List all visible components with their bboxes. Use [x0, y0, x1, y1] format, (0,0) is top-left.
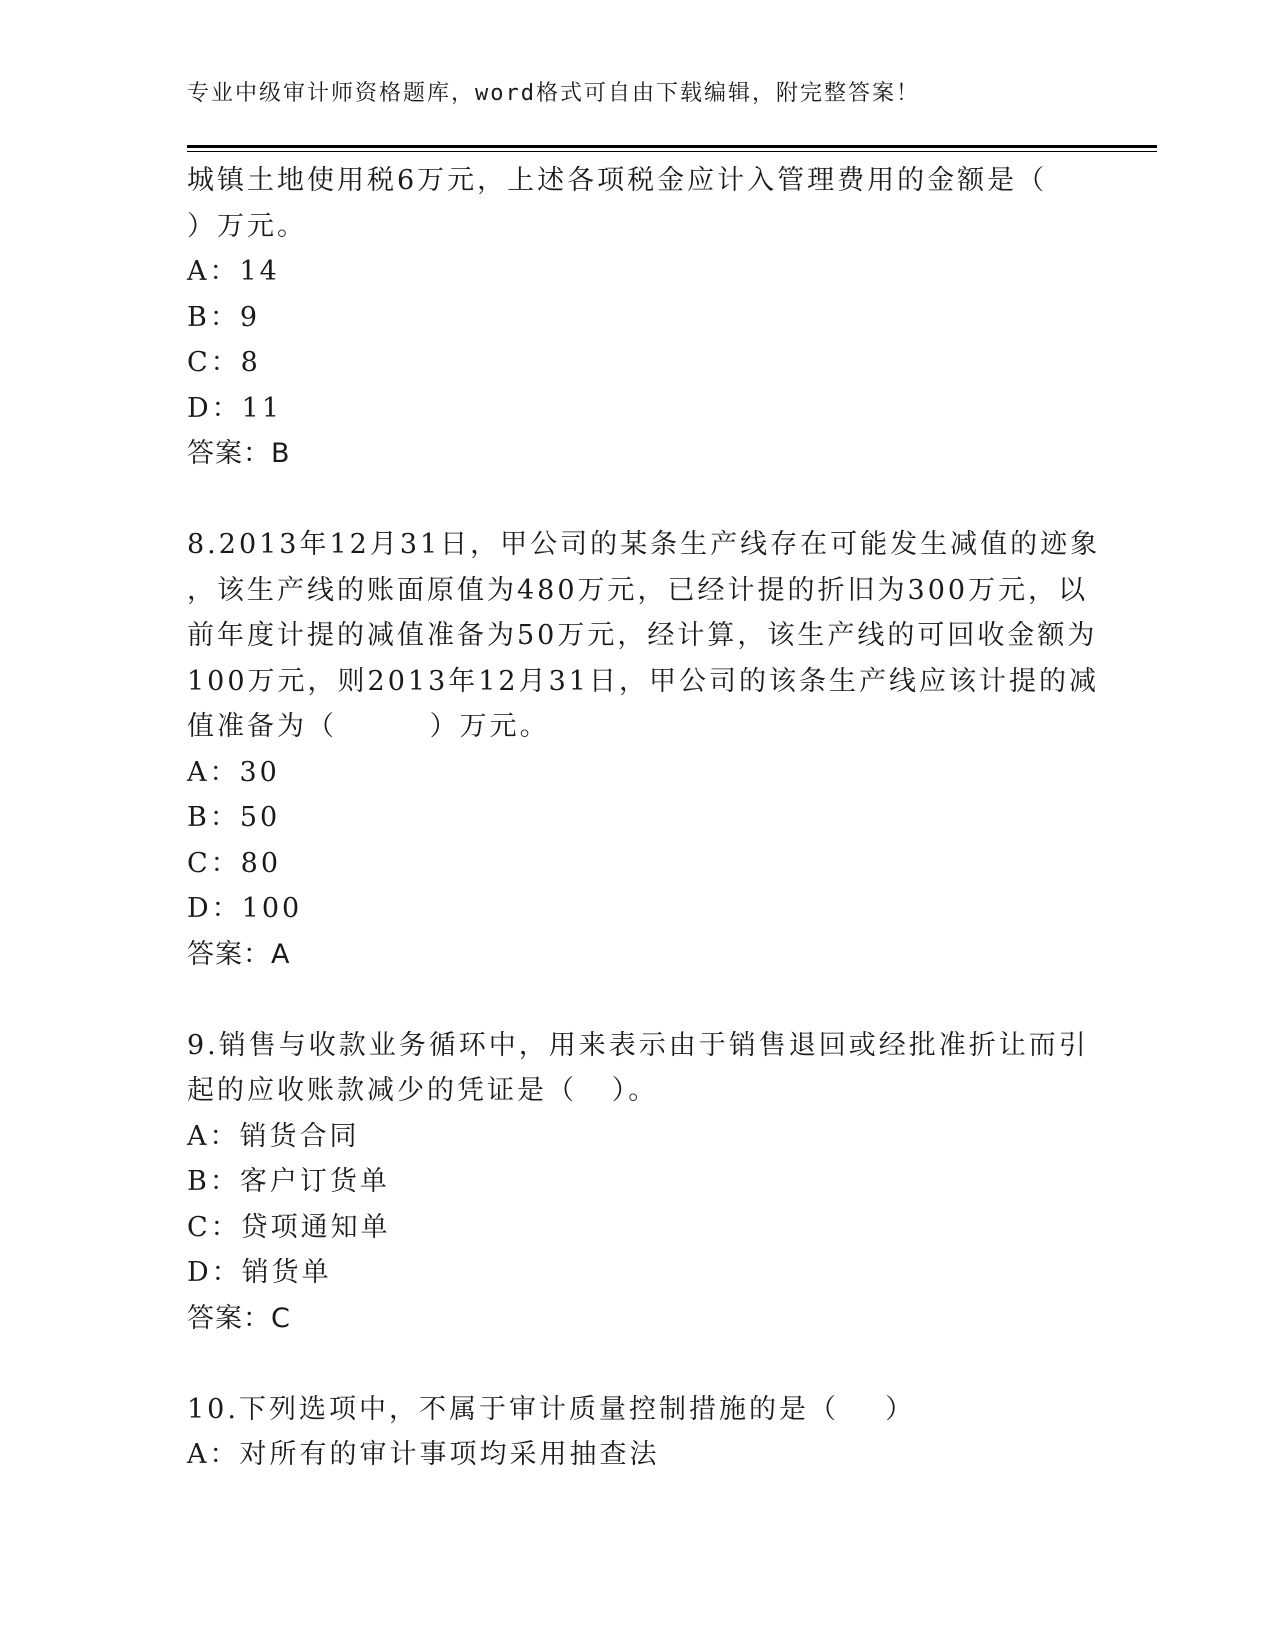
question-block — [187, 1023, 1087, 1342]
question-block — [187, 1387, 1087, 1478]
header-rule-thick — [187, 145, 1157, 148]
option-b: B：50 — [187, 802, 281, 833]
question-text-line: 前年度计提的减值准备为50万元，经计算，该生产线的可回收金额为 — [187, 620, 1098, 651]
question-text-line: 8.2013年12月31日，甲公司的某条生产线存在可能发生减值的迹象 — [187, 529, 1101, 560]
option-d: D：销货单 — [187, 1257, 332, 1288]
spacer — [187, 1341, 1087, 1387]
question-text-line: 10.下列选项中，不属于审计质量控制措施的是（ ） — [187, 1393, 916, 1425]
header-rule-thin — [187, 151, 1157, 152]
answer-line: 答案：A — [187, 938, 291, 970]
question-text-line: 100万元，则2013年12月31日，甲公司的该条生产线应该计提的减 — [187, 665, 1099, 697]
option-c: C：贷项通知单 — [187, 1211, 391, 1243]
option-a: A：对所有的审计事项均采用抽查法 — [187, 1439, 660, 1470]
option-d: D：100 — [187, 893, 303, 924]
question-text-line: ，该生产线的账面原值为480万元，已经计提的折旧为300万元，以 — [187, 574, 1089, 606]
option-b: B：9 — [187, 301, 261, 333]
question-text-line: 值准备为（ ）万元。 — [187, 711, 550, 742]
spacer — [187, 977, 1087, 1023]
option-d: D：11 — [187, 392, 283, 424]
option-a: A：14 — [187, 256, 280, 287]
question-text-line: 9.销售与收款业务循环中，用来表示由于销售退回或经批准折让而引 — [187, 1029, 1089, 1061]
option-a: A：30 — [187, 756, 280, 788]
option-a: A：销货合同 — [187, 1120, 360, 1152]
option-b: B：客户订货单 — [187, 1166, 390, 1197]
question-block — [187, 522, 1101, 977]
spacer — [187, 477, 1087, 523]
question-text-line: 起的应收账款减少的凭证是（ ）。 — [187, 1075, 659, 1106]
document-body — [187, 158, 1101, 1478]
option-c: C：8 — [187, 347, 261, 378]
question-block — [187, 158, 1087, 477]
question-text-line: ）万元。 — [187, 210, 307, 242]
question-text-line: 城镇土地使用税6万元，上述各项税金应计入管理费用的金额是（ — [187, 165, 1048, 196]
answer-line: 答案：B — [187, 438, 291, 469]
answer-line: 答案：C — [187, 1302, 291, 1334]
option-c: C：80 — [187, 847, 282, 879]
page-header-text: 专业中级审计师资格题库，word格式可自由下载编辑，附完整答案！ — [187, 81, 920, 106]
